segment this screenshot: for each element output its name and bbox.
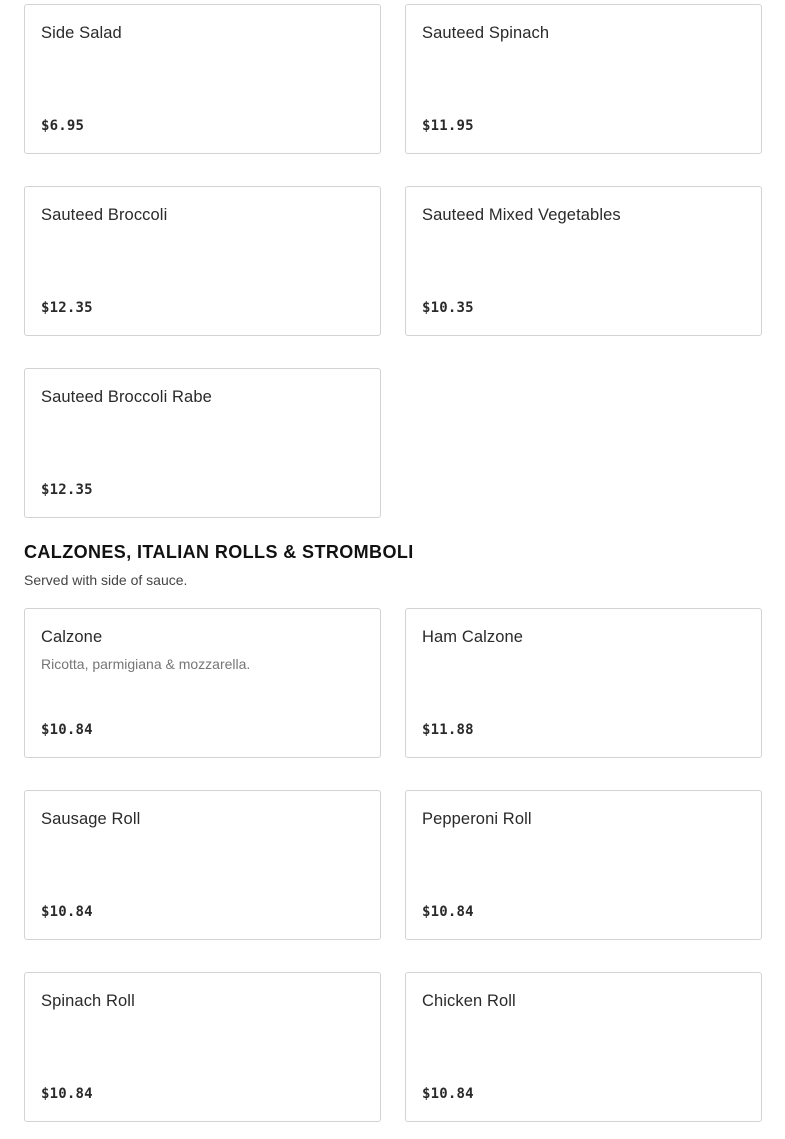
menu-item-name: Chicken Roll (422, 992, 516, 1010)
menu-item-name: Pepperoni Roll (422, 810, 532, 828)
menu-item-price: $10.35 (422, 300, 474, 316)
menu-item-price: $11.95 (422, 118, 474, 134)
menu-item-price: $6.95 (41, 118, 85, 134)
menu-item-card-sausage-roll[interactable] (24, 790, 381, 940)
menu-item-price: $12.35 (41, 300, 93, 316)
menu-item-price: $10.84 (41, 904, 93, 920)
menu-item-card-side-salad[interactable] (24, 4, 381, 154)
menu-item-price: $10.84 (422, 904, 474, 920)
menu-item-name: Spinach Roll (41, 992, 135, 1010)
menu-item-name: Sauteed Spinach (422, 24, 550, 42)
menu-item-description: Ricotta, parmigiana & mozzarella. (41, 656, 251, 672)
menu-item-card-ham-calzone[interactable] (405, 608, 762, 758)
menu-item-card-pepperoni-roll[interactable] (405, 790, 762, 940)
menu-item-name: Sausage Roll (41, 810, 141, 828)
menu-item-card-chicken-roll[interactable] (405, 972, 762, 1122)
menu-item-name: Sauteed Broccoli Rabe (41, 388, 212, 406)
menu-item-name: Sauteed Mixed Vegetables (422, 206, 621, 224)
menu-item-price: $10.84 (41, 722, 93, 738)
menu-item-name: Side Salad (41, 24, 122, 42)
menu-item-card-sauteed-mixed-vegetables[interactable] (405, 186, 762, 336)
menu-item-name: Ham Calzone (422, 628, 524, 646)
menu-item-price: $12.35 (41, 482, 93, 498)
menu-item-name: Calzone (41, 628, 103, 646)
section-subtitle: Served with side of sauce. (24, 572, 188, 588)
menu-item-price: $10.84 (422, 1086, 474, 1102)
menu-item-price: $10.84 (41, 1086, 93, 1102)
menu-item-card-calzone[interactable] (24, 608, 381, 758)
menu-item-card-sauteed-spinach[interactable] (405, 4, 762, 154)
menu-item-price: $11.88 (422, 722, 474, 738)
menu-item-name: Sauteed Broccoli (41, 206, 168, 224)
menu-item-card-sauteed-broccoli[interactable] (24, 186, 381, 336)
section-title: CALZONES, ITALIAN ROLLS & STROMBOLI (24, 542, 414, 562)
menu-item-card-spinach-roll[interactable] (24, 972, 381, 1122)
menu-item-card-sauteed-broccoli-rabe[interactable] (24, 368, 381, 518)
